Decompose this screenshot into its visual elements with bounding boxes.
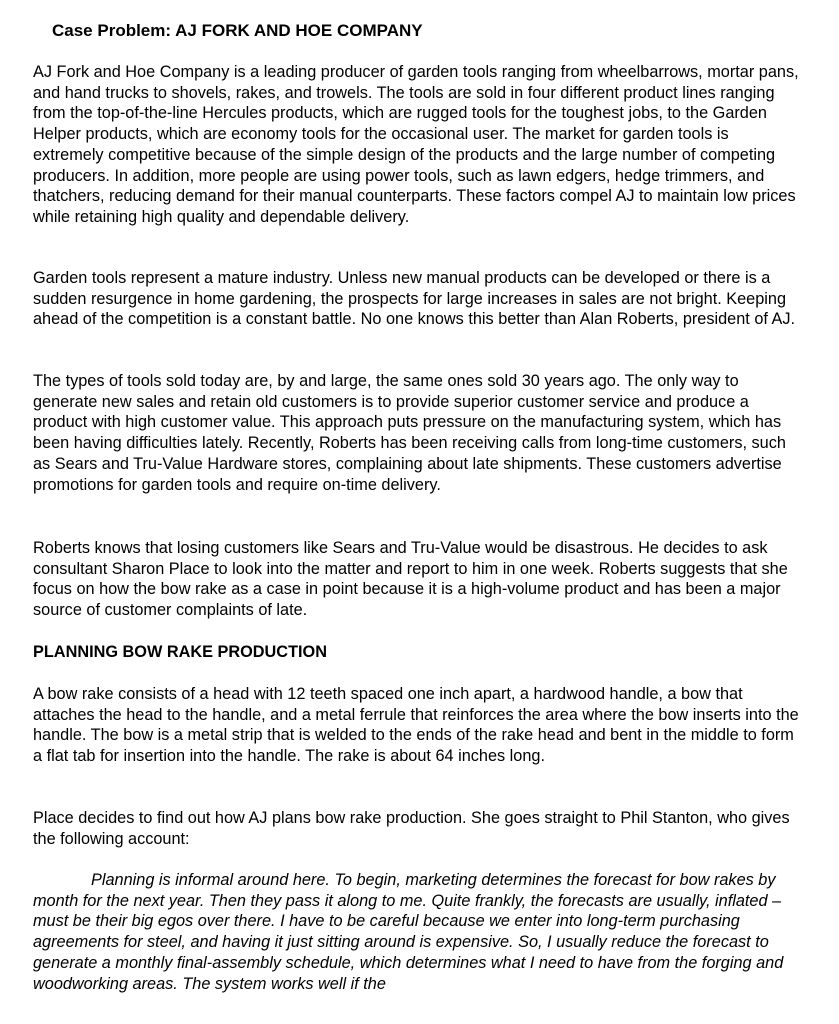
paragraph-place-decides: Place decides to find out how AJ plans bow rake production. She goes straight to Phil Stanton, who gives the following account: <box>33 809 790 848</box>
paragraph-intro: AJ Fork and Hoe Company is a leading producer of garden tools ranging from wheelbarrows, mortar pans, and hand trucks to shovels, rakes, and trowels. The tools are sold in four different product lines ranging from the top-of-the-line Hercules products, which are rugged tools for the toughest jobs, to the Garden Helper products, which are economy tools for the occasional user. The market for garden tools is extremely competitive because of the simple design of the products and the large number of competing producers. In addition, more people are using power tools, such as lawn edgers, hedge trimmers, and thatchers, reducing demand for their manual counterparts. These factors compel AJ to maintain low prices while retaining high quality and dependable delivery. <box>33 63 799 226</box>
paragraph-consultant: Roberts knows that losing customers like Sears and Tru-Value would be disastrous. He decides to ask consultant Sharon Place to look into the matter and report to him in one week. Roberts suggests that she focus on how the bow rake as a case in point because it is a high-volume product and has been a major source of customer complaints of late. <box>33 539 788 620</box>
case-title: Case Problem: AJ FORK AND HOE COMPANY <box>52 21 423 40</box>
paragraph-mature-industry: Garden tools represent a mature industry. Unless new manual products can be developed or there is a sudden resurgence in home gardening, the prospects for large increases in sales are not bright. Keeping ahead of the competition is a constant battle. No one knows this better than Alan Roberts, president of AJ. <box>33 269 796 329</box>
stanton-quote: Planning is informal around here. To begin, marketing determines the forecast for bow rakes by month for the next year. Then they pass it along to me. Quite frankly, the forecasts are usually, inflated – must be their big egos over there. I have to be careful because we enter into long-term purchasing agreements for steel, and having it just sitting around is expensive. So, I usually reduce the forecast to generate a monthly final-assembly schedule, which determines what I need to have from the forging and woodworking areas. The system works well if the <box>33 871 784 993</box>
section-heading: PLANNING BOW RAKE PRODUCTION <box>33 643 327 661</box>
quote-container <box>33 870 803 1020</box>
paragraph-tool-types: The types of tools sold today are, by and large, the same ones sold 30 years ago. The only way to generate new sales and retain old customers is to provide superior customer service and produce a product with high customer value. This approach puts pressure on the manufacturing system, which has been having difficulties lately. Recently, Roberts has been receiving calls from long-time customers, such as Sears and Tru-Value Hardware stores, complaining about late shipments. These customers advertise promotions for garden tools and require on-time delivery. <box>33 372 786 494</box>
paragraph-bow-rake: A bow rake consists of a head with 12 teeth spaced one inch apart, a hardwood handle, a bow that attaches the head to the handle, and a metal ferrule that reinforces the area where the bow inserts into the handle. The bow is a metal strip that is welded to the ends of the rake head and bent in the middle to form a flat tab for insertion into the handle. The rake is about 64 inches long. <box>33 685 799 766</box>
